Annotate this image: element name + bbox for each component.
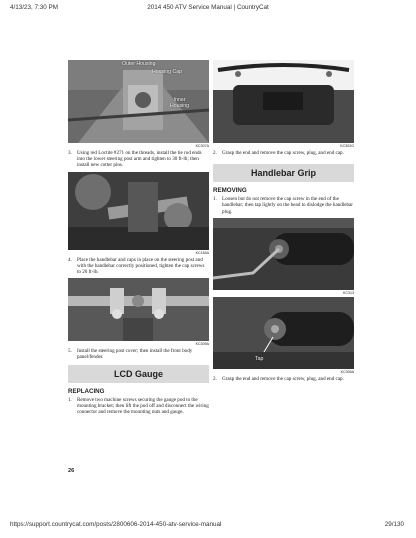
subheading-replacing: REPLACING: [68, 387, 105, 395]
figure-code: KC309A: [195, 342, 209, 347]
step-3: 3. Using red Loctite #271 on the threads, install the tie rod ends into the lower steering post arm and tighten to 30 ft-lb; then install new cotter pins.: [68, 150, 202, 169]
figure-code: KC184A: [195, 250, 209, 255]
step-4: 4. Place the handlebar and caps in place on the steering post and with the handlebar correctly positioned, tighten the cap screws to 20 ft-lb.: [68, 256, 205, 276]
figure-code: KC305A: [340, 369, 354, 374]
photo-tie-rod: [68, 172, 209, 250]
label-outer-housing: Outer Housing: [122, 61, 156, 67]
subheading-removing: REMOVING: [213, 187, 247, 195]
photo-loosen-cap-screw: [213, 218, 354, 290]
photo-handlebar-caps: [68, 278, 209, 341]
section-handlebar-grip: Handlebar Grip: [213, 164, 354, 182]
figure-code: KC302G: [340, 144, 354, 148]
step-1: 1. Remove two machine screws securing the gauge pod to the mounting bracket; then lift the pod off and disconnect the wiring connector and remove the mounting nuts and gauge.: [68, 396, 209, 416]
photo-steering-housing: [68, 60, 209, 143]
print-title: 2014 450 ATV Service Manual | CountryCat: [147, 4, 269, 11]
label-inner-housing: Inner Housing: [170, 97, 190, 109]
right-column: [213, 60, 354, 382]
step-1: 1. Loosen but do not remove the cap screw in the end of the handlebar; then tap lightly on the head to dislodge the handlebar plug.: [213, 196, 353, 215]
label-tap: Tap: [255, 355, 264, 362]
label-housing-cap: Housing Cap: [152, 69, 182, 75]
step-2: 2. Grasp the end and remove the cap screw, plug, and end cap.: [213, 150, 344, 156]
figure-code: KC313: [343, 290, 354, 295]
step-2: 2. Grasp the end and remove the cap screw, plug, and end cap.: [213, 375, 344, 382]
print-url: https://support.countrycat.com/posts/2800606-2014-450-atv-service-manual: [10, 521, 222, 528]
page-number: 26: [68, 468, 75, 474]
photo-gauge-pod: [213, 60, 354, 143]
print-datetime: 4/13/23, 7:30 PM: [10, 4, 58, 11]
section-lcd-gauge: LCD Gauge: [68, 365, 209, 383]
step-5: 5. Install the steering post cover; then install the front body panel/fender.: [68, 348, 193, 361]
print-page-count: 29/130: [384, 521, 404, 528]
photo-tap-plug: [213, 297, 354, 369]
figure-code: KC307A: [195, 144, 209, 148]
left-column: [68, 60, 209, 415]
